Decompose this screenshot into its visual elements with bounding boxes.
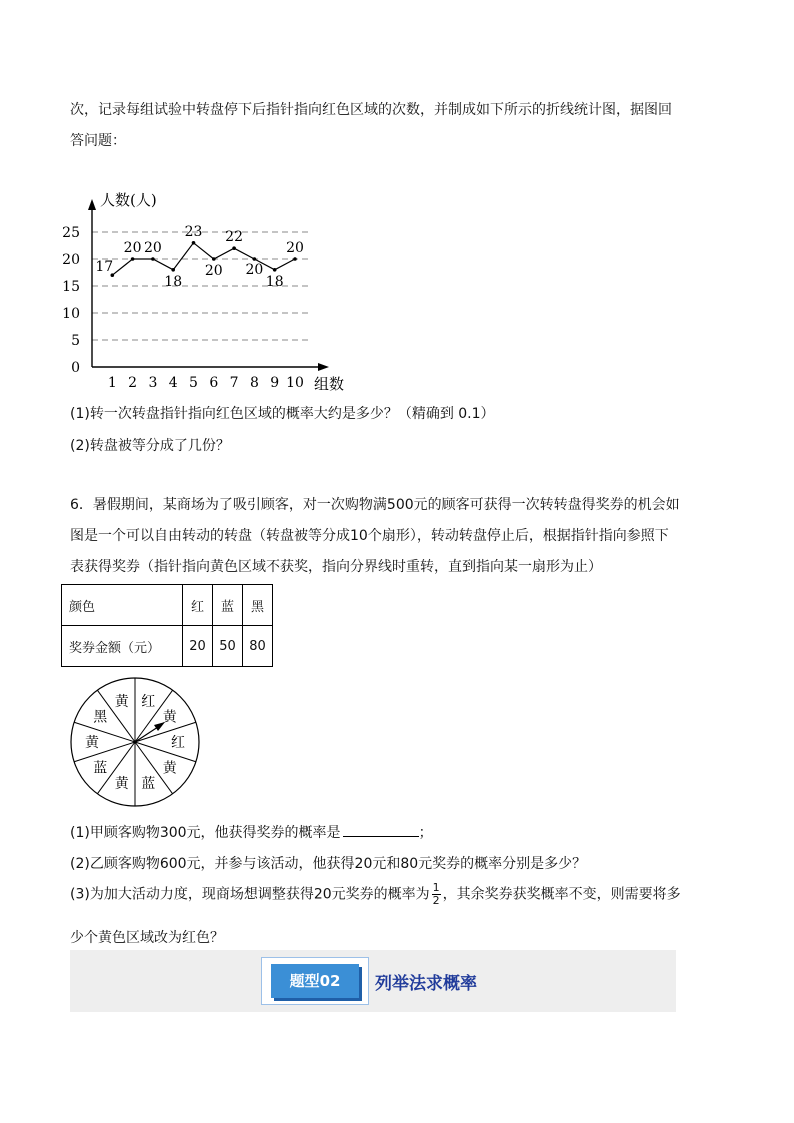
section-banner <box>70 950 676 1012</box>
spinner-sector-label: 黄 <box>162 709 177 726</box>
table-cell: 红 <box>183 585 213 626</box>
table-cell: 50 <box>213 626 243 667</box>
q5-sub1: (1)转一次转盘指针指向红色区域的概率大约是多少？（精确到 0.1） <box>70 406 495 422</box>
data-label: 18 <box>265 273 284 290</box>
q6-sub2: (2)乙顾客购物600元，并参与该活动，他获得20元和80元奖券的概率分别是多少？ <box>70 856 587 872</box>
x-tick-label: 3 <box>148 375 158 391</box>
x-tick-label: 4 <box>168 375 178 391</box>
answer-blank <box>343 824 419 837</box>
y-axis-arrow-icon <box>88 199 96 210</box>
q6-sub1 <box>70 822 433 842</box>
pointer-arrow-icon <box>154 722 165 731</box>
data-label: 18 <box>164 273 183 290</box>
spinner-sector-label: 红 <box>141 694 156 711</box>
chart-axes <box>88 199 329 371</box>
data-point <box>192 241 196 245</box>
data-label: 20 <box>286 240 304 256</box>
q6-sub3-text-a: (3)为加大活动力度，现商场想调整获得20元奖券的概率为 <box>70 886 430 903</box>
spinner-diagram <box>68 676 208 812</box>
chart-ticks <box>62 225 304 391</box>
x-tick-label: 5 <box>189 375 198 391</box>
table-cell: 80 <box>243 626 273 667</box>
spinner-sector-label: 黄 <box>114 694 129 711</box>
y-tick-label: 5 <box>71 333 80 349</box>
data-label: 22 <box>225 229 244 246</box>
y-tick-label: 20 <box>62 252 80 268</box>
data-point <box>293 257 297 261</box>
spinner-sector-label: 黄 <box>162 760 177 777</box>
table-cell: 颜色 <box>62 585 183 626</box>
line-chart <box>62 182 362 392</box>
table-row <box>62 626 273 667</box>
data-point <box>131 257 135 261</box>
q6-sub3-text-b: ，其余奖券获奖概率不变，则需要将多 <box>442 886 681 903</box>
table-cell: 20 <box>183 626 213 667</box>
x-tick-label: 6 <box>209 375 219 391</box>
intro-paragraph: 次，记录每组试验中转盘停下后指针指向红色区域的次数，并制成如下所示的折线统计图，据图回答问题： <box>70 102 672 149</box>
data-point <box>151 257 155 261</box>
data-label: 23 <box>184 223 203 240</box>
data-label: 20 <box>204 263 223 279</box>
table-cell: 蓝 <box>213 585 243 626</box>
q6-sub3-line1 <box>70 882 681 907</box>
prize-table <box>61 584 273 667</box>
chart-data-labels <box>95 224 304 290</box>
fraction-numerator: 1 <box>432 881 440 894</box>
spinner-spoke <box>74 742 135 762</box>
x-axis-arrow-icon <box>318 363 329 371</box>
q5-sub2: (2)转盘被等分成了几份？ <box>70 438 230 454</box>
y-tick-label: 25 <box>62 225 80 241</box>
spinner-sector-label: 红 <box>171 735 185 751</box>
data-label: 20 <box>123 240 142 256</box>
x-tick-label: 2 <box>128 375 138 391</box>
data-point <box>232 246 236 250</box>
section-topic: 列举法求概率 <box>375 974 477 994</box>
fraction <box>432 882 441 907</box>
x-tick-label: 10 <box>286 375 304 391</box>
y-tick-label: 0 <box>71 360 80 376</box>
x-axis-label: 组数 <box>314 375 345 392</box>
y-tick-label: 15 <box>62 279 80 295</box>
x-tick-label: 9 <box>270 375 280 391</box>
spinner-sector-label: 蓝 <box>93 760 108 777</box>
data-point <box>253 257 257 261</box>
spinner-sector-label: 黄 <box>85 735 99 751</box>
q6-sub1-text: (1)甲顾客购物300元，他获得奖券的概率是 <box>70 825 341 841</box>
x-tick-label: 8 <box>249 375 259 391</box>
q6-sub1-end: ； <box>418 825 433 841</box>
data-point <box>171 268 175 272</box>
table-cell: 黑 <box>243 585 273 626</box>
spinner-spoke <box>135 742 196 762</box>
table-cell: 奖券金额（元） <box>62 626 183 667</box>
y-axis-label: 人数(人) <box>100 191 157 209</box>
fraction-denominator: 2 <box>432 894 440 907</box>
section-badge-label: 题型02 <box>271 964 359 998</box>
data-label: 17 <box>95 259 114 276</box>
data-label: 20 <box>245 262 264 278</box>
y-tick-label: 10 <box>62 306 80 322</box>
spinner-sector-label: 黑 <box>93 709 108 726</box>
data-point <box>212 257 216 261</box>
q6-stem: 6．暑假期间，某商场为了吸引顾客，对一次购物满500元的顾客可获得一次转转盘得奖券的机会如图是一个可以自由转动的转盘（转盘被等分成10个扇形），转动转盘停止后，根据指针指向参照下表获得奖券（指针指向黄色区域不获奖，指向分界线时重转，直到指向某一扇形为止） <box>70 497 680 575</box>
table-row <box>62 585 273 626</box>
spinner-sector-label: 蓝 <box>141 775 156 792</box>
spinner-sector-label: 黄 <box>114 775 129 792</box>
q6-sub3-line2: 少个黄色区域改为红色？ <box>70 930 224 946</box>
data-label: 20 <box>143 240 162 256</box>
section-badge <box>261 957 371 1007</box>
data-point <box>273 268 277 272</box>
x-tick-label: 7 <box>229 375 239 391</box>
x-tick-label: 1 <box>107 375 117 391</box>
